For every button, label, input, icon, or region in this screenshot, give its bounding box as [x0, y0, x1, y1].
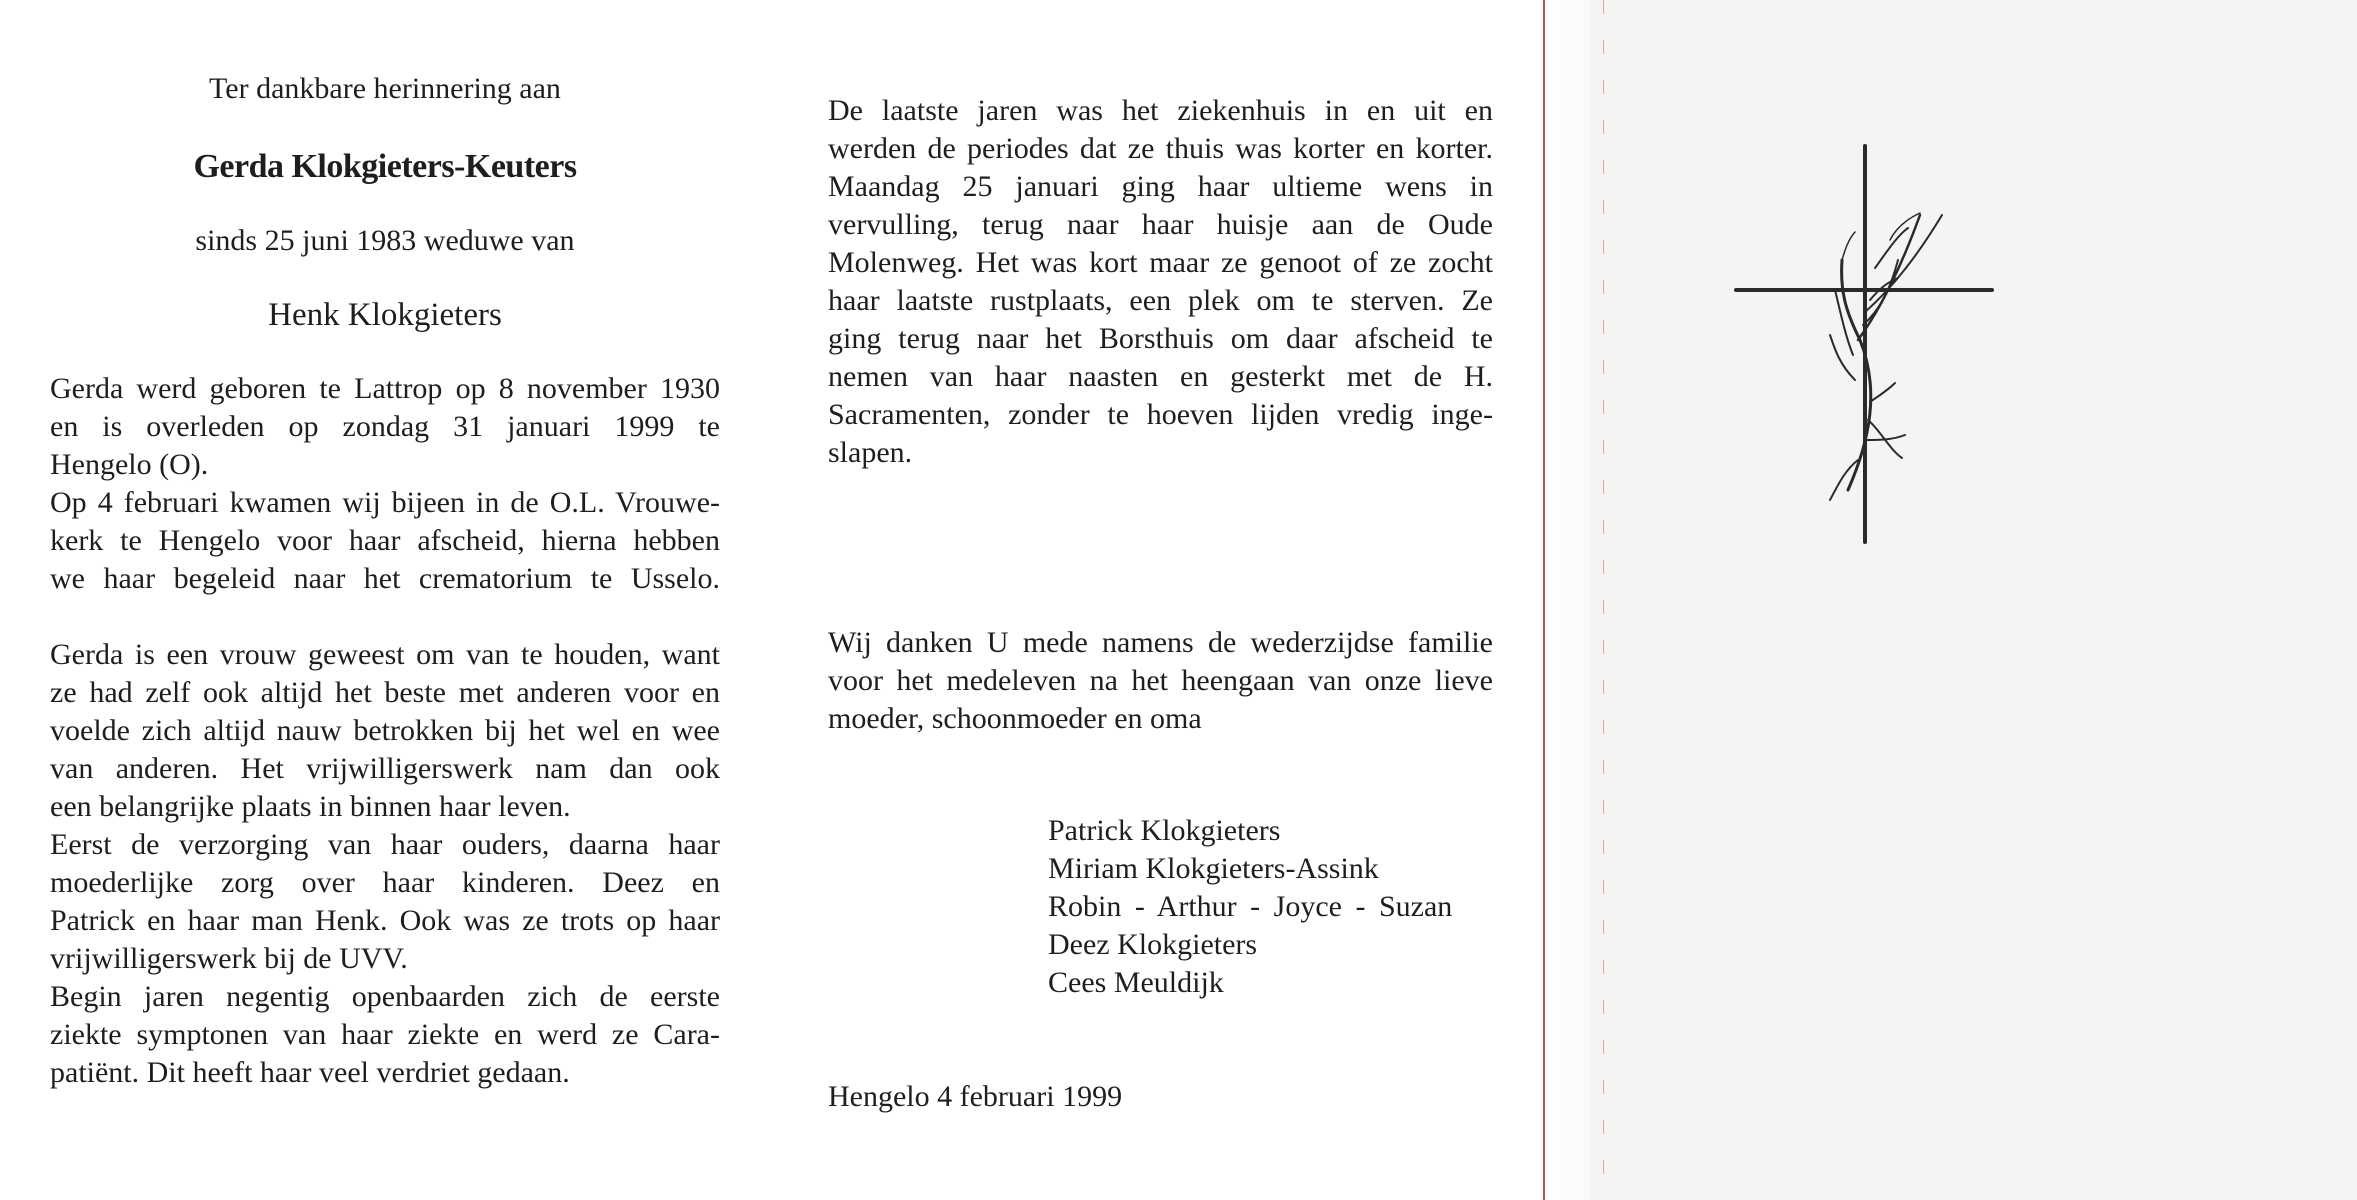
text-line: Molenweg. Het was kort maar ze genoot of ze zocht [828, 246, 1493, 279]
text-line: Patrick en haar man Henk. Ook was ze trots op haar [50, 904, 720, 937]
text-line: werden de periodes dat ze thuis was korter en korter. [828, 132, 1493, 165]
signatories-list [1048, 812, 1493, 1002]
place-date: Hengelo 4 februari 1999 [828, 1080, 1123, 1113]
text-line: vrijwilligerswerk bij de UVV. [50, 942, 408, 975]
text-line: vervulling, terug naar haar huisje aan de Oude [828, 208, 1493, 241]
signatory-name: Deez Klokgieters [1048, 928, 1258, 961]
text-line: kerk te Hengelo voor haar afscheid, hierna hebben [50, 524, 720, 557]
signatory-name: Miriam Klokgieters-Assink [1048, 852, 1379, 885]
final-days-paragraph [828, 92, 1493, 472]
text-line: Begin jaren negentig openbaarden zich de eerste [50, 980, 720, 1013]
text-line: slapen. [828, 436, 913, 469]
text-line: ziekte symptonen van haar ziekte en werd ze Cara- [50, 1018, 720, 1051]
text-line: en is overleden op zondag 31 januari 1999 te [50, 410, 720, 443]
signatory-name: Robin - Arthur - Joyce - Suzan [1048, 890, 1453, 923]
text-line: Sacramenten, zonder te hoeven lijden vredig inge- [828, 398, 1493, 431]
text-line: ze had zelf ook altijd het beste met anderen voor en [50, 676, 720, 709]
middle-column [828, 92, 1493, 1116]
signatory-name: Cees Meuldijk [1048, 966, 1224, 999]
text-line: Maandag 25 januari ging haar ultieme wens in [828, 170, 1493, 203]
text-line: Gerda werd geboren te Lattrop op 8 november 1930 [50, 372, 720, 405]
text-line: nemen van haar naasten en gesterkt met de H. [828, 360, 1493, 393]
left-column [50, 70, 720, 1092]
text-line: moederlijke zorg over haar kinderen. Deez en [50, 866, 720, 899]
text-line: Op 4 februari kwamen wij bijeen in de O.L. Vrouwe- [50, 486, 720, 519]
text-line: ging terug naar het Borsthuis om daar afscheid te [828, 322, 1493, 355]
biography-paragraph-2 [50, 636, 720, 1092]
text-line: De laatste jaren was het ziekenhuis in en uit en [828, 94, 1493, 127]
text-line: moeder, schoonmoeder en oma [828, 702, 1202, 735]
deceased-name: Gerda Klokgieters-Keuters [193, 148, 577, 185]
text-line: Eerst de verzorging van haar ouders, daarna haar [50, 828, 720, 861]
text-line: een belangrijke plaats in binnen haar leven. [50, 790, 571, 823]
text-line: patiënt. Dit heeft haar veel verdriet gedaan. [50, 1056, 570, 1089]
biography-paragraph-1 [50, 370, 720, 598]
widow-line: sinds 25 juni 1983 weduwe van [195, 224, 575, 257]
thanks-paragraph [828, 624, 1493, 738]
fold-shadow [1545, 0, 1590, 1200]
husband-name: Henk Klokgieters [268, 297, 502, 333]
text-line: haar laatste rustplaats, een plek om te sterven. Ze [828, 284, 1493, 317]
text-line: voelde zich altijd nauw betrokken bij het wel en wee [50, 714, 720, 747]
text-line: van anderen. Het vrijwilligerswerk nam dan ook [50, 752, 720, 785]
signatory-name: Patrick Klokgieters [1048, 814, 1281, 847]
text-line: Gerda is een vrouw geweest om van te houden, want [50, 638, 720, 671]
text-line: we haar begeleid naar het crematorium te Usselo. [50, 562, 720, 595]
text-line: Hengelo (O). [50, 448, 209, 481]
cover-edge-line [1603, 0, 1604, 1200]
cross-with-branch-icon [1730, 140, 2000, 550]
text-line: Wij danken U mede namens de wederzijdse familie [828, 626, 1493, 659]
text-line: voor het medeleven na het heengaan van onze lieve [828, 664, 1493, 697]
intro-line: Ter dankbare herinnering aan [209, 72, 561, 105]
